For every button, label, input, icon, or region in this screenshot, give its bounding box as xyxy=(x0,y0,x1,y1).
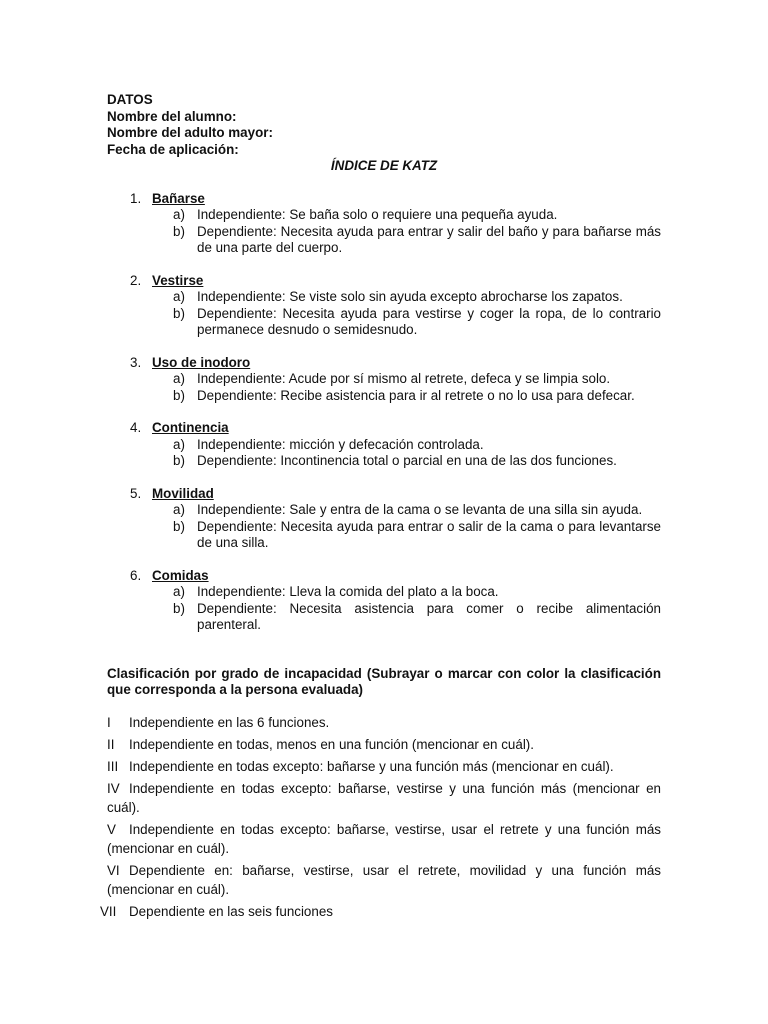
section-name: Bañarse xyxy=(152,190,205,206)
section-item xyxy=(173,306,661,339)
section-heading xyxy=(107,355,661,372)
classification-level xyxy=(100,902,661,921)
item-letter: a) xyxy=(173,289,185,304)
katz-sections xyxy=(107,191,661,634)
level-numeral: III xyxy=(107,758,119,774)
section-heading xyxy=(107,273,661,290)
section-name: Movilidad xyxy=(152,485,214,501)
section-name: Comidas xyxy=(152,567,209,583)
section-item xyxy=(173,289,661,306)
item-text: Independiente: Sale y entra de la cama o se levanta de una silla sin ayuda. xyxy=(197,502,643,517)
student-name-field: Nombre del alumno: xyxy=(107,108,237,124)
item-text: Independiente: Se baña solo o requiere una pequeña ayuda. xyxy=(197,207,558,222)
level-numeral: VI xyxy=(107,862,120,878)
level-text: Independiente en todas excepto: bañarse, vestirse, usar el retrete y una función más (mencionar en cuál). xyxy=(107,821,661,856)
katz-section xyxy=(107,568,661,634)
section-item xyxy=(173,224,661,257)
item-letter: b) xyxy=(173,305,185,321)
item-text: Dependiente: Incontinencia total o parcial en una de las dos funciones. xyxy=(197,453,617,468)
datos-heading: DATOS xyxy=(107,92,153,107)
document-title: ÍNDICE DE KATZ xyxy=(330,158,438,173)
section-number: 5. xyxy=(130,485,142,501)
item-letter: a) xyxy=(173,584,185,599)
item-text: Independiente: Acude por sí mismo al retrete, defeca y se limpia solo. xyxy=(197,371,611,386)
section-item xyxy=(173,207,661,224)
datos-block xyxy=(107,92,661,158)
item-text: Independiente: micción y defecación controlada. xyxy=(197,436,484,452)
level-numeral: IV xyxy=(107,780,120,796)
level-text: Independiente en todas excepto: bañarse, vestirse y una función más (mencionar en cuál). xyxy=(107,780,661,815)
item-text: Dependiente: Recibe asistencia para ir al retrete o no lo usa para defecar. xyxy=(197,387,635,403)
item-text: Independiente: Lleva la comida del plato a la boca. xyxy=(197,584,499,599)
item-letter: b) xyxy=(173,600,185,616)
item-text: Dependiente: Necesita ayuda para entrar o salir de la cama o para levantarse de una silla. xyxy=(197,518,661,550)
section-name: Uso de inodoro xyxy=(152,354,251,370)
item-letter: a) xyxy=(173,502,185,517)
item-letter: b) xyxy=(173,223,185,239)
section-number: 1. xyxy=(130,190,142,206)
katz-section xyxy=(107,486,661,552)
level-text: Independiente en las 6 funciones. xyxy=(129,714,330,730)
section-item xyxy=(173,388,661,405)
level-numeral: II xyxy=(107,736,115,752)
level-text: Independiente en todas excepto: bañarse y una función más (mencionar en cuál). xyxy=(129,758,614,774)
document-page xyxy=(100,92,661,924)
katz-section xyxy=(107,273,661,339)
classification-heading: Clasificación por grado de incapacidad (Subrayar o marcar con color la clasificación que corresponda a la persona evaluada) xyxy=(107,665,661,697)
section-item xyxy=(173,502,661,519)
section-item xyxy=(173,584,661,601)
level-numeral: V xyxy=(107,821,116,837)
katz-section xyxy=(107,191,661,257)
item-letter: a) xyxy=(173,207,185,222)
item-letter: a) xyxy=(173,371,185,386)
item-text: Independiente: Se viste solo sin ayuda excepto abrocharse los zapatos. xyxy=(197,289,623,304)
section-number-cell xyxy=(107,355,152,372)
katz-section xyxy=(107,355,661,405)
item-letter: b) xyxy=(173,453,185,468)
section-item xyxy=(173,519,661,552)
item-text: Dependiente: Necesita ayuda para entrar y salir del baño y para bañarse más de una parte del cuerpo. xyxy=(197,223,661,255)
level-numeral: VII xyxy=(100,903,117,919)
section-number-cell xyxy=(107,273,152,290)
level-numeral: I xyxy=(107,714,111,730)
item-letter: b) xyxy=(173,387,185,403)
section-heading xyxy=(107,486,661,503)
level-text: Dependiente en: bañarse, vestirse, usar el retrete, movilidad y una función más (mencionar en cuál). xyxy=(107,862,661,897)
section-number: 4. xyxy=(130,420,142,435)
classification-level xyxy=(107,757,661,776)
classification-level xyxy=(107,861,661,899)
item-text: Dependiente: Necesita ayuda para vestirse y coger la ropa, de lo contrario permanece desnudo o semidesnudo. xyxy=(197,305,661,337)
section-number: 6. xyxy=(130,567,142,583)
classification-levels xyxy=(100,713,661,921)
level-text: Independiente en todas, menos en una función (mencionar en cuál). xyxy=(129,736,534,752)
katz-section xyxy=(107,420,661,470)
classification-level xyxy=(107,779,661,817)
section-number: 3. xyxy=(130,354,142,370)
section-item xyxy=(173,371,661,388)
item-text: Dependiente: Necesita asistencia para comer o recibe alimentación parenteral. xyxy=(197,600,661,632)
section-heading xyxy=(107,420,661,437)
section-heading xyxy=(107,568,661,585)
section-name: Continencia xyxy=(152,420,229,435)
classification-level xyxy=(107,735,661,754)
level-text: Dependiente en las seis funciones xyxy=(129,903,333,919)
section-number-cell xyxy=(107,568,152,585)
section-heading xyxy=(107,191,661,208)
application-date-field: Fecha de aplicación: xyxy=(107,141,239,157)
section-name: Vestirse xyxy=(152,272,204,288)
item-letter: b) xyxy=(173,518,185,534)
item-letter: a) xyxy=(173,436,185,452)
section-number-cell xyxy=(107,420,152,437)
section-number-cell xyxy=(107,191,152,208)
section-item xyxy=(173,453,661,470)
section-item xyxy=(173,437,661,454)
section-item xyxy=(173,601,661,634)
section-number-cell xyxy=(107,486,152,503)
classification-level xyxy=(107,820,661,858)
section-number: 2. xyxy=(130,272,142,288)
classification-level xyxy=(107,713,661,732)
senior-name-field: Nombre del adulto mayor: xyxy=(107,125,273,140)
